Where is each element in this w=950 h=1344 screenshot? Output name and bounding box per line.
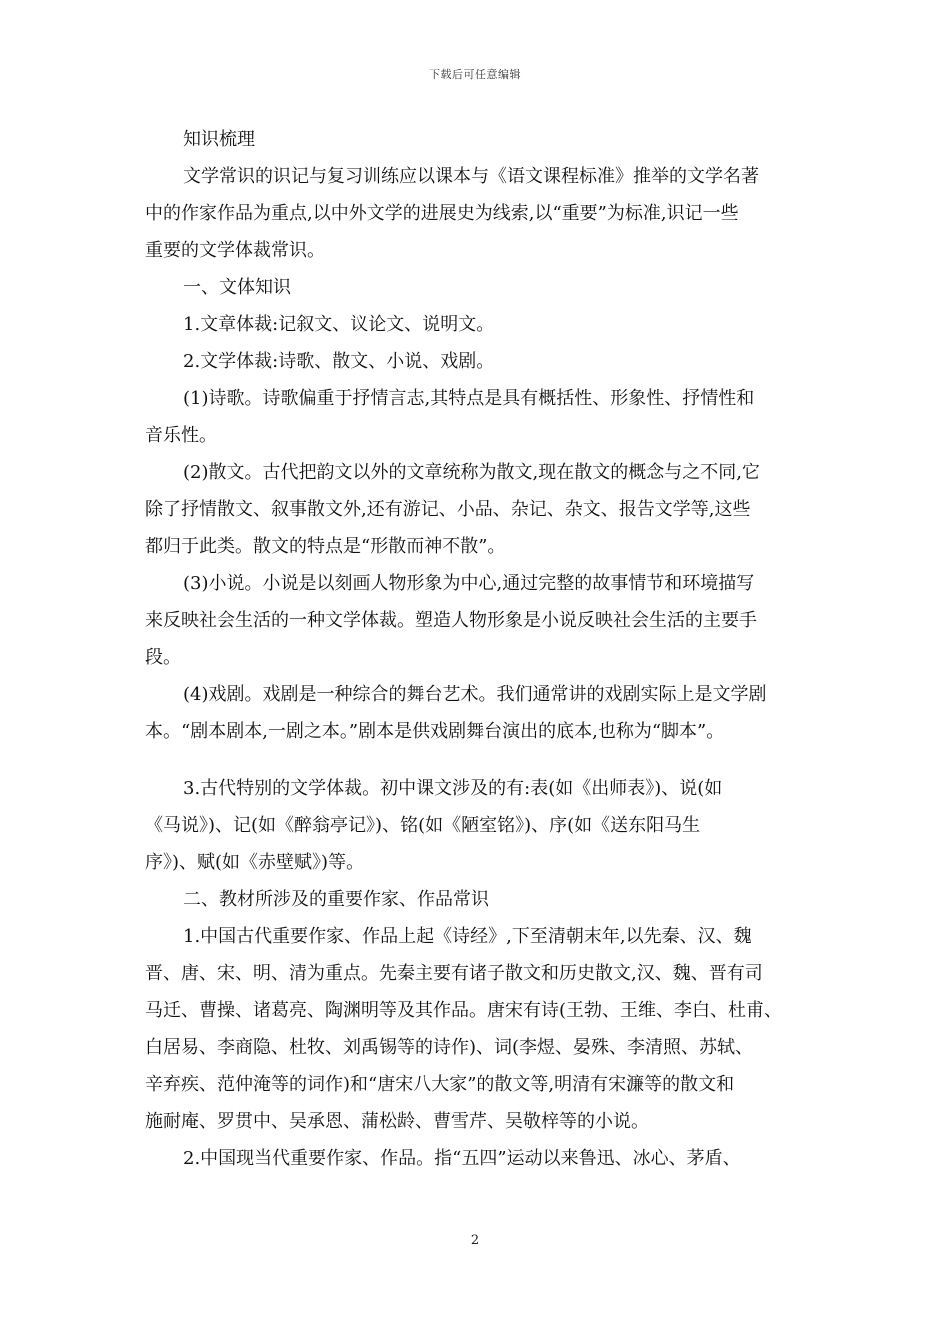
text-line: (4)戏剧。戏剧是一种综合的舞台艺术。我们通常讲的戏剧实际上是文学剧	[183, 684, 767, 705]
text-line: 知识梳理	[183, 129, 255, 150]
text-line: 晋、唐、宋、明、清为重点。先秦主要有诸子散文和历史散文,汉、魏、晋有司	[145, 963, 763, 984]
text-line: 除了抒情散文、叙事散文外,还有游记、小品、杂记、杂文、报告文学等,这些	[145, 499, 751, 520]
text-line: (1)诗歌。诗歌偏重于抒情言志,其特点是具有概括性、形象性、抒情性和	[183, 388, 755, 409]
text-line: (2)散文。古代把韵文以外的文章统称为散文,现在散文的概念与之不同,它	[183, 462, 760, 483]
text-line: 1.中国古代重要作家、作品上起《诗经》,下至清朝末年,以先秦、汉、魏	[183, 926, 752, 947]
text-line: 1.文章体裁:记叙文、议论文、说明文。	[183, 314, 495, 335]
text-line: 2.中国现当代重要作家、作品。指“五四”运动以来鲁迅、冰心、茅盾、	[183, 1148, 741, 1169]
page-number: 2	[470, 1233, 480, 1248]
text-line: 中的作家作品为重点,以中外文学的进展史为线索,以“重要”为标准,识记一些	[145, 203, 739, 224]
paragraph-gap	[145, 750, 810, 770]
body-text	[145, 121, 810, 1177]
text-line: 重要的文学体裁常识。	[145, 240, 325, 261]
text-line: 辛弃疾、范仲淹等的词作)和“唐宋八大家”的散文等,明清有宋濂等的散文和	[145, 1074, 735, 1095]
text-line: 《马说》)、记(如《醉翁亭记》)、铭(如《陋室铭》)、序(如《送东阳马生	[145, 815, 701, 836]
text-line: 一、文体知识	[183, 277, 291, 298]
text-line: 本。“剧本剧本,一剧之本。”剧本是供戏剧舞台演出的底本,也称为“脚本”。	[145, 721, 725, 742]
text-line: 音乐性。	[145, 425, 217, 446]
text-line: 段。	[145, 647, 181, 668]
text-line: 马迁、曹操、诸葛亮、陶渊明等及其作品。唐宋有诗(王勃、王维、李白、杜甫、	[145, 1000, 783, 1021]
text-line: (3)小说。小说是以刻画人物形象为中心,通过完整的故事情节和环境描写	[183, 573, 755, 594]
text-line: 来反映社会生活的一种文学体裁。塑造人物形象是小说反映社会生活的主要手	[145, 610, 757, 631]
text-line: 3.古代特别的文学体裁。初中课文涉及的有:表(如《出师表》)、说(如	[183, 778, 723, 799]
text-line: 2.文学体裁:诗歌、散文、小说、戏剧。	[183, 351, 495, 372]
page-header: 下载后可任意编辑	[429, 68, 521, 81]
text-line: 文学常识的识记与复习训练应以课本与《语文课程标准》推举的文学名著	[183, 166, 759, 187]
text-line: 都归于此类。散文的特点是“形散而神不散”。	[145, 536, 506, 557]
text-line: 白居易、李商隐、杜牧、刘禹锡等的诗作)、词(李煜、晏殊、李清照、苏轼、	[145, 1037, 754, 1058]
text-line: 二、教材所涉及的重要作家、作品常识	[183, 889, 489, 910]
text-line: 施耐庵、罗贯中、吴承恩、蒲松龄、曹雪芹、吴敬梓等的小说。	[145, 1111, 649, 1132]
text-line: 序》)、赋(如《赤壁赋》)等。	[145, 852, 365, 873]
